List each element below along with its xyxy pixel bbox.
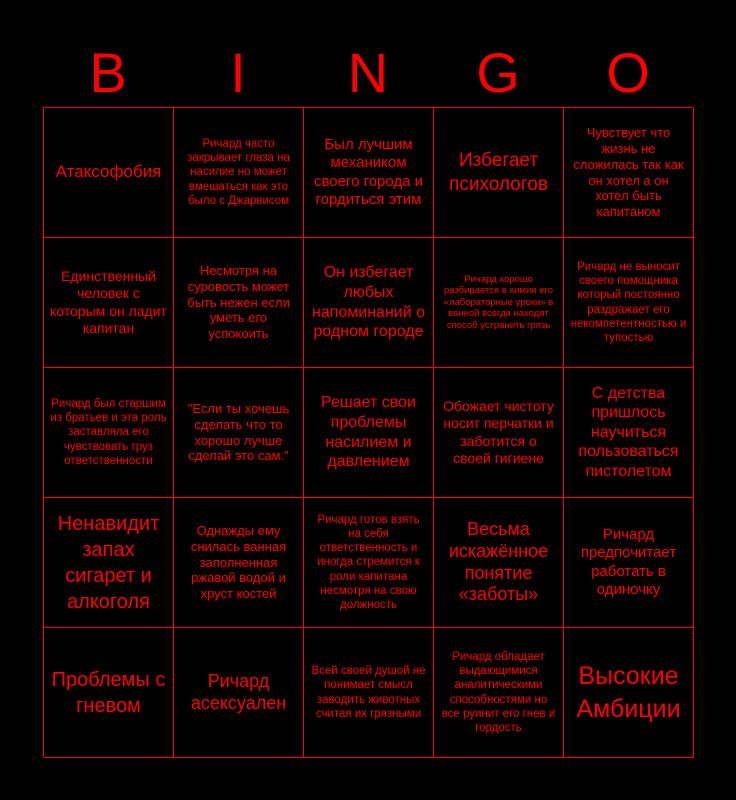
bingo-cell-1-4[interactable] <box>434 108 564 238</box>
header-letter-g: G <box>476 41 520 104</box>
bingo-cell-1-5[interactable] <box>564 108 694 238</box>
bingo-cell-1-3[interactable] <box>304 108 434 238</box>
cell-text: Он избегает любых напоминаний о родном городе <box>311 264 426 341</box>
cell-text: Атаксофобия <box>55 162 162 182</box>
cell-text: Обожает чистоту носит перчатки и заботится о своей гигиене <box>443 398 554 466</box>
header-letter-n: N <box>347 41 389 104</box>
cell-text: Ричард готов взять на себя ответственность и иногда стремится к роли капитана несмотря на свою должность <box>317 514 420 611</box>
bingo-cell-2-2[interactable] <box>174 238 304 368</box>
cell-text: Проблемы с гневом <box>51 668 166 717</box>
cell-text: Несмотря на суровость может быть нежен если уметь его успокоить <box>187 262 290 342</box>
bingo-header <box>43 38 693 108</box>
bingo-cell-4-5[interactable] <box>564 498 694 628</box>
cell-text: Ричард был старшим из братьев и эта роль заставляла его чувствовать груз ответственности <box>50 398 167 467</box>
cell-text: Ненавидит запах сигарет и алкоголя <box>57 512 160 613</box>
bingo-cell-2-4[interactable] <box>434 238 564 368</box>
cell-text: Весьма искажённое понятие «заботы» <box>448 518 549 605</box>
bingo-cell-2-1[interactable] <box>44 238 174 368</box>
bingo-cell-4-2[interactable] <box>174 498 304 628</box>
cell-text: Однажды ему снилась ванная заполненная ржавой водой и хруст костей <box>190 522 287 602</box>
bingo-cell-4-4[interactable] <box>434 498 564 628</box>
cell-text: Решает свои проблемы насилием и давлением <box>321 394 416 471</box>
cell-text: Единственный человек с которым он ладит капитан <box>50 268 167 336</box>
header-letter-o: O <box>606 41 650 104</box>
bingo-cell-1-2[interactable] <box>174 108 304 238</box>
header-letter-i: I <box>230 41 246 104</box>
cell-text: Избегает психологов <box>449 150 548 195</box>
bingo-cell-3-4[interactable] <box>434 368 564 498</box>
cell-text: Ричард обладает выдающимися аналитическими способностями но все руинит его гнев и гордость <box>441 651 556 734</box>
bingo-cell-2-3[interactable] <box>304 238 434 368</box>
header-letter-b: B <box>89 41 127 104</box>
bingo-cell-3-3[interactable] <box>304 368 434 498</box>
bingo-cell-5-3[interactable] <box>304 628 434 758</box>
bingo-cell-5-5[interactable] <box>564 628 694 758</box>
bingo-cell-3-2[interactable] <box>174 368 304 498</box>
bingo-cell-5-4[interactable] <box>434 628 564 758</box>
bingo-cell-5-1[interactable] <box>44 628 174 758</box>
cell-text: Чувствует что жизнь не сложилась так как он хотел а он хотел быть капитаном <box>573 124 684 220</box>
bingo-grid <box>43 107 693 757</box>
cell-text: Высокие Амбиции <box>576 662 681 723</box>
cell-text: Ричард не выносит своего помощника который постоянно раздражает его некомпетентностью и тупостью <box>570 261 687 344</box>
bingo-cell-3-1[interactable] <box>44 368 174 498</box>
bingo-cell-5-2[interactable] <box>174 628 304 758</box>
cell-text: "Если ты хочешь сделать что то хорошо лучше сделай это сам." <box>187 400 290 464</box>
cell-text: Был лучшим механиком своего города и гордиться этим <box>313 135 424 208</box>
bingo-cell-4-1[interactable] <box>44 498 174 628</box>
bingo-cell-2-5[interactable] <box>564 238 694 368</box>
cell-text: Ричард предпочитает работать в одиночку <box>580 525 677 598</box>
bingo-cell-4-3[interactable] <box>304 498 434 628</box>
bingo-cell-1-1[interactable] <box>44 108 174 238</box>
cell-text: Всей своей душой не понимает смысл заводить животных считая их грязными <box>311 665 426 720</box>
cell-text: Ричард часто закрывает глаза на насилие но может вмешаться как это было с Джарвисом <box>187 138 290 207</box>
cell-text: С детства пришлось научиться пользоваться пистолетом <box>578 384 679 480</box>
cell-text: Ричард хорошо разбирается в химии его «лабораторные уроки» в ванной всегда находят способ устранить грязь <box>443 273 554 331</box>
cell-text: Ричард асексуален <box>190 670 287 713</box>
bingo-cell-3-5[interactable] <box>564 368 694 498</box>
